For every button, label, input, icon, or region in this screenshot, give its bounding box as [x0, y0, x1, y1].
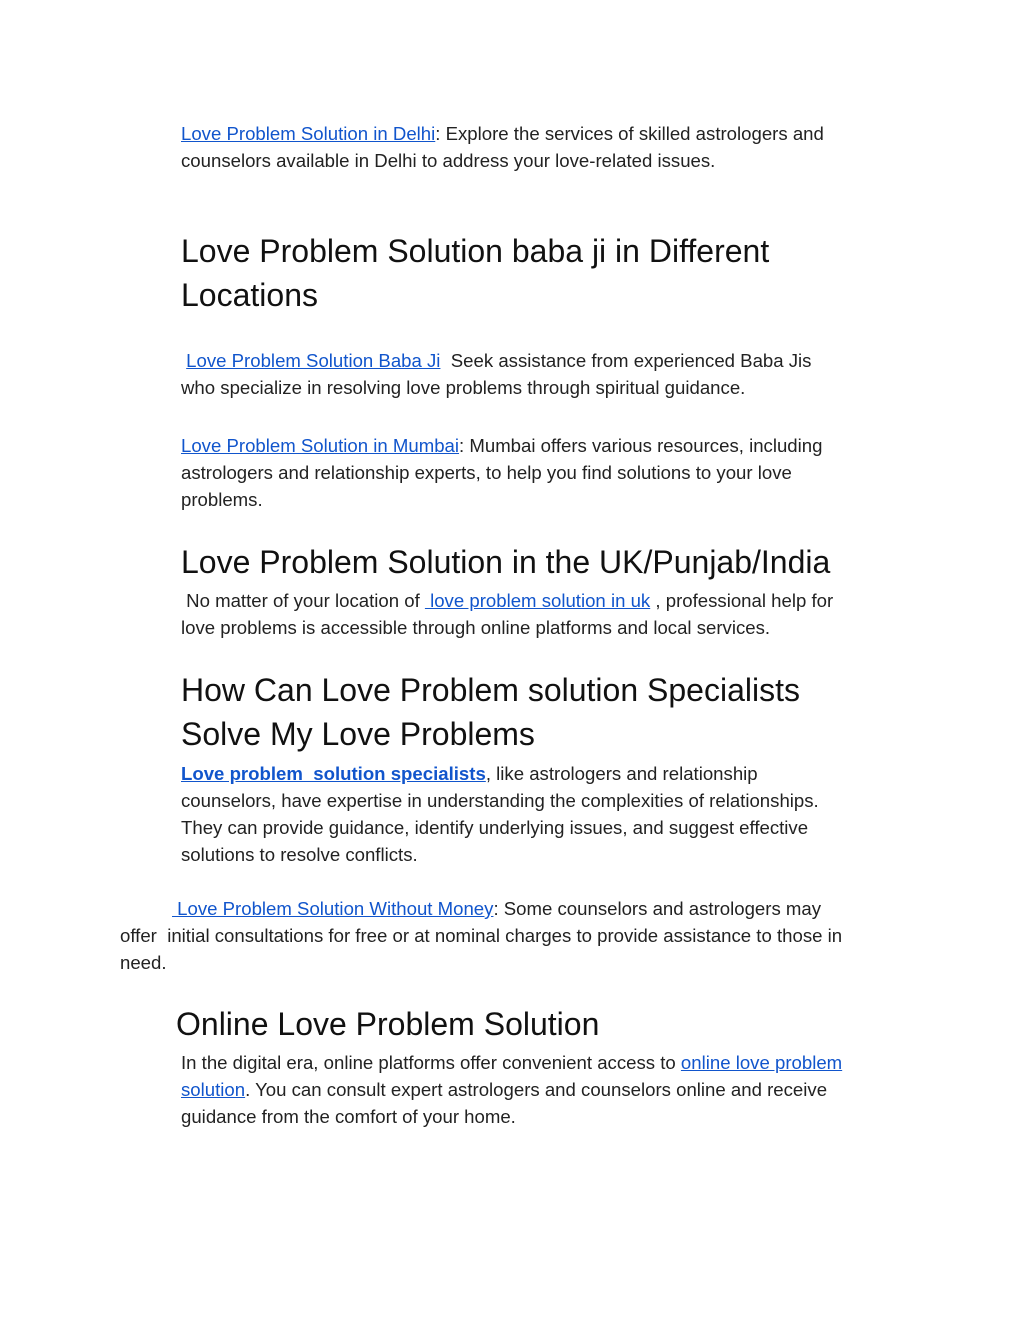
without-money-text-line-1: : Some counselors and astrologers may [493, 898, 822, 919]
heading-specialists-line-1: How Can Love Problem solution Specialists [181, 672, 800, 708]
uk-text-line-1: , professional help for [650, 590, 834, 611]
specialists-paragraph [181, 760, 819, 868]
link-online-love-problem-part-1[interactable]: online love problem [680, 1052, 843, 1073]
without-money-paragraph [120, 895, 842, 976]
specialists-text-line-2: counselors, have expertise in understanding the complexities of relationships. [181, 790, 819, 811]
heading-specialists-line-2: Solve My Love Problems [181, 716, 535, 752]
mumbai-text-line-3: problems. [181, 489, 263, 510]
link-love-problem-uk[interactable]: love problem solution in uk [424, 590, 651, 611]
heading-specialists [181, 668, 800, 756]
specialists-text-line-4: solutions to resolve conflicts. [181, 844, 418, 865]
specialists-text-line-3: They can provide guidance, identify underlying issues, and suggest effective [181, 817, 809, 838]
online-text-line-1: In the digital era, online platforms offer convenient access to [181, 1052, 681, 1073]
uk-paragraph [181, 587, 833, 641]
heading-online-text: Online Love Problem Solution [176, 1006, 600, 1042]
heading-different-locations [181, 229, 769, 317]
heading-uk-text: Love Problem Solution in the UK/Punjab/India [181, 544, 831, 580]
without-money-text-line-3: need. [120, 952, 167, 973]
without-money-text-line-2: offer initial consultations for free or at nominal charges to provide assistance to those in [120, 925, 843, 946]
link-love-problem-without-money[interactable]: Love Problem Solution Without Money [172, 898, 494, 919]
mumbai-text-line-1: : Mumbai offers various resources, including [459, 435, 823, 456]
heading-online-love-problem [176, 1002, 599, 1046]
uk-text-line-2: love problems is accessible through online platforms and local services. [181, 617, 771, 638]
babaji-text-line-1: Seek assistance from experienced Baba Jis [440, 350, 812, 371]
specialists-text-line-1: , like astrologers and relationship [485, 763, 758, 784]
heading-uk-punjab-india [181, 540, 830, 584]
babaji-paragraph [181, 347, 811, 401]
link-love-problem-specialists[interactable]: Love problem solution specialists [181, 763, 486, 784]
online-text-line-2: . You can consult expert astrologers and counselors online and receive [245, 1079, 828, 1100]
online-paragraph [181, 1049, 842, 1130]
online-text-line-3: guidance from the comfort of your home. [181, 1106, 516, 1127]
delhi-text-line-2: counselors available in Delhi to address your love-related issues. [181, 150, 716, 171]
heading-different-locations-line-2: Locations [181, 277, 318, 313]
delhi-paragraph [181, 120, 824, 174]
uk-text-pre: No matter of your location of [186, 590, 425, 611]
mumbai-paragraph [181, 432, 822, 513]
link-online-love-problem-part-2[interactable]: solution [181, 1079, 246, 1100]
link-love-problem-delhi[interactable]: Love Problem Solution in Delhi [181, 123, 436, 144]
link-love-problem-baba-ji[interactable]: Love Problem Solution Baba Ji [186, 350, 441, 371]
delhi-text-line-1: : Explore the services of skilled astrologers and [435, 123, 824, 144]
mumbai-text-line-2: astrologers and relationship experts, to help you find solutions to your love [181, 462, 792, 483]
heading-different-locations-line-1: Love Problem Solution baba ji in Different [181, 233, 770, 269]
babaji-text-line-2: who specialize in resolving love problems through spiritual guidance. [181, 377, 746, 398]
link-love-problem-mumbai[interactable]: Love Problem Solution in Mumbai [181, 435, 460, 456]
